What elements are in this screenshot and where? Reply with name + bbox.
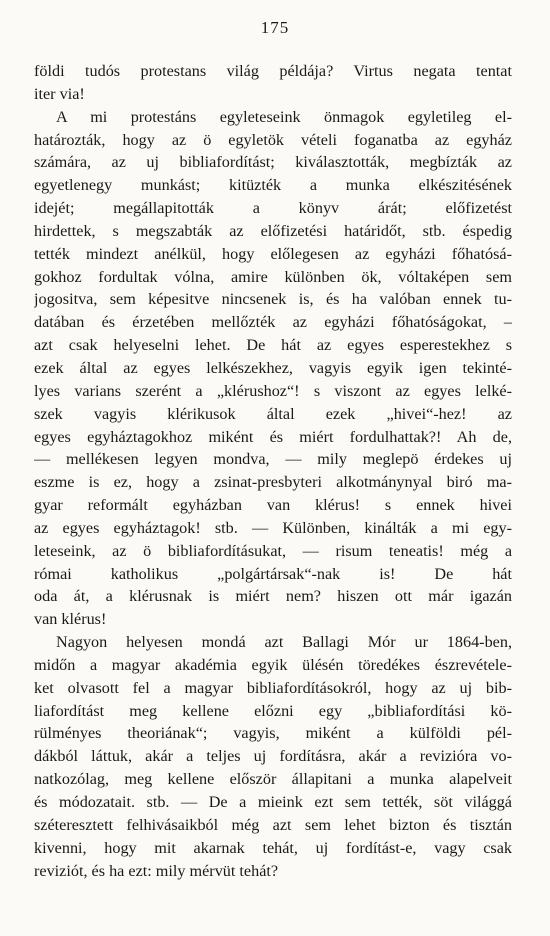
text-line: római katholikus „polgártársak“-nak is! De hát xyxy=(34,564,512,583)
text-line: az egyes egyháztagok! stb. — Különben, kinálták a mi egy- xyxy=(34,518,512,537)
text-line: határozták, hogy az ö egyletök vételi foganatba az egyház xyxy=(34,130,512,149)
text-line: midőn a magyar akadémia egyik ülésén töredékes észrevétele- xyxy=(34,655,512,674)
text-line: — mellékesen legyen mondva, — mily meglepö érdekes uj xyxy=(34,450,512,469)
text-line: dákból láttuk, akár a teljes uj fordításra, akár a revizióra vo- xyxy=(34,747,512,766)
text-line: hirdettek, s megszabták az előfizetési határidőt, stb. éspedig xyxy=(34,221,512,240)
text-line: iter via! xyxy=(34,84,85,103)
text-line: leteseink, az ö bibliafordításukat, — risum teneatis! még a xyxy=(34,541,512,560)
text-line: egyetlenegy munkást; kitüzték a munka elkészitésének xyxy=(34,176,512,195)
text-line: lyes varians szerént a „klérushoz“! s viszont az egyes lelké- xyxy=(34,381,512,400)
text-line: kivenni, hogy mit akarnak tehát, uj fordítást-e, vagy csak xyxy=(34,838,512,857)
text-line: gyar reformált egyházban van klérus! s ennek hivei xyxy=(34,496,512,515)
text-line: ezek által az egyes lelkészekhez, vagyis egyik igen tekinté- xyxy=(34,358,512,377)
text-line: rülményes theoriának“; vagyis, miként a külföldi pél- xyxy=(34,724,512,743)
text-line: és módozatait. stb. — De a mieink ezt sem tették, söt világgá xyxy=(34,793,512,811)
text-line: szek vagyis klérikusok által ezek „hivei“-hez! az xyxy=(34,404,512,423)
text-line: földi tudós protestans világ példája? Virtus negata tentat xyxy=(34,62,512,80)
text-line: széteresztett felhivásaikból még azt sem lehet bizton és tisztán xyxy=(34,815,512,834)
text-line: ket olvasott fel a magyar bibliafordításokról, hogy az uj bib- xyxy=(34,678,512,697)
page-number: 175 xyxy=(260,18,290,37)
text-line: A mi protestáns egyleteseink önmagok egyletileg el- xyxy=(56,107,512,126)
text-line: azt csak helyeselni lehet. De hát az egyes esperestekhez s xyxy=(34,336,512,355)
text-line: számára, az uj bibliafordítást; kiválasztották, megbízták az xyxy=(34,153,512,172)
text-line: tették mindezt anélkül, hogy előlegesen az egyházi főhatósá- xyxy=(34,244,512,263)
text-line: liafordítást meg kellene előzni egy „bibliafordítási kö- xyxy=(34,701,512,720)
text-line: Nagyon helyesen mondá azt Ballagi Mór ur 1864-ben, xyxy=(56,633,512,652)
text-line: jogositva, sem képesitve nincsenek is, és ha valóban ennek tu- xyxy=(34,290,512,309)
text-line: idejét; megállapitották a könyv árát; előfizetést xyxy=(34,199,512,218)
text-line: natkozólag, meg kellene először állapitani a munka alapelveit xyxy=(34,770,512,789)
text-line: datában és érzetében mellőzték az egyházi főhatóságokat, – xyxy=(34,313,512,332)
text-line: oda át, a klérusnak is miért nem? hiszen ott már igazán xyxy=(34,587,512,606)
text-line: egyes egyháztagokhoz miként és miért fordulhattak?! Ah de, xyxy=(34,427,512,446)
text-line: eszme is ez, hogy a zsinat-presbyteri alkotmánynyal biró ma- xyxy=(34,473,512,492)
text-line: reviziót, és ha ezt: mily mérvüt tehát? xyxy=(34,861,279,880)
text-line: van klérus! xyxy=(34,610,107,629)
text-line: gokhoz fordultak vólna, amire különben ök, vóltaképen sem xyxy=(34,267,512,286)
body-text xyxy=(34,60,512,882)
